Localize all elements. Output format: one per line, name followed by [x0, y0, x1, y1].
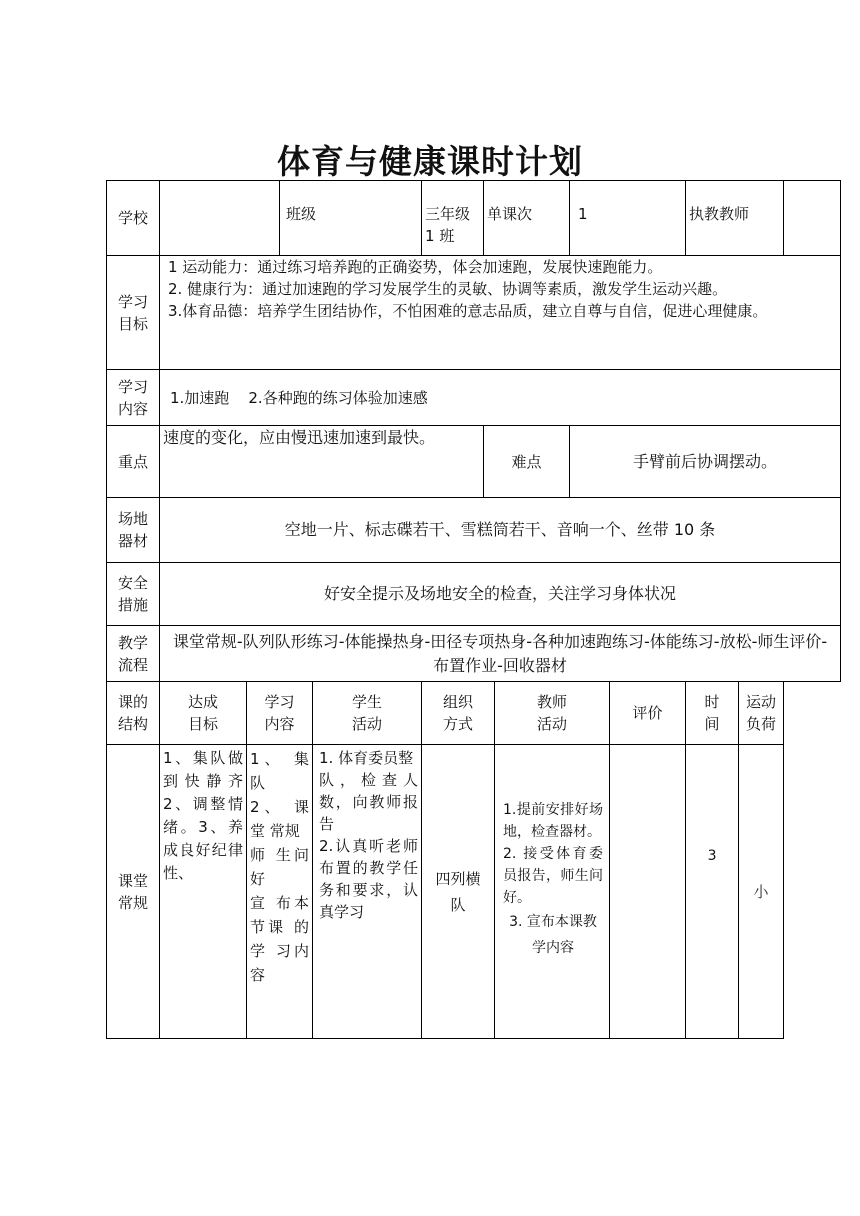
column-header-row: [107, 682, 841, 745]
header-organization: 组织 方式: [422, 682, 495, 745]
school-value: [160, 181, 280, 256]
objectives-label: 学习 目标: [107, 256, 160, 370]
process-label: 教学 流程: [107, 626, 160, 682]
class-value: 三年级 1 班: [422, 181, 484, 256]
teacher-value: [784, 181, 841, 256]
teacher-label: 执教教师: [686, 181, 784, 256]
teacher-activity-item: 2. 接受体育委员报告，师生问好。: [503, 846, 604, 906]
routine-time: 3: [686, 745, 739, 1039]
teacher-activity-item: 3. 宣布本课教学内容: [509, 914, 597, 956]
venue-row: [107, 498, 841, 563]
header-structure: 课的 结构: [107, 682, 160, 745]
page-title: 体育与健康课时计划: [277, 142, 583, 181]
header-evaluation: 评价: [610, 682, 686, 745]
content-value: 1.加速跑 2.各种跑的练习体验加速感: [160, 370, 841, 426]
objectives-row: [107, 256, 841, 370]
lesson-label: 单课次: [484, 181, 570, 256]
header-content: 学习 内容: [247, 682, 313, 745]
process-row: [107, 626, 841, 682]
content-row: [107, 370, 841, 426]
content-label: 学习 内容: [107, 370, 160, 426]
safety-label: 安全 措施: [107, 563, 160, 626]
class-label: 班级: [286, 205, 317, 223]
routine-load: 小: [739, 745, 784, 1039]
header-student: 学生 活动: [313, 682, 422, 745]
venue-value: 空地一片、标志碟若干、雪糕筒若干、音响一个、丝带 10 条: [160, 498, 841, 563]
header-teacher: 教师 活动: [495, 682, 610, 745]
routine-evaluation: [610, 745, 686, 1039]
header-load: 运动 负荷: [739, 682, 784, 745]
difficulty-label: 难点: [484, 426, 570, 498]
difficulty-value: 手臂前后协调摆动。: [570, 426, 841, 498]
routine-row: [107, 745, 841, 1039]
key-points-value: 速度的变化，应由慢迅速加速到最快。: [160, 426, 484, 498]
venue-label: 场地 器材: [107, 498, 160, 563]
teacher-activity-item: 1.提前安排好场地，检查器材。: [503, 802, 604, 840]
info-row: [107, 181, 841, 256]
objectives-list: [160, 256, 841, 370]
routine-student: 1. 体育委员整 队，检查人数，向教师报告 2.认真听老师布置的教学任务和要求，认真学习: [313, 745, 422, 1039]
school-label: 学校: [107, 181, 160, 256]
routine-goal: 1、集队做到快静齐2、调整情绪。3、养成良好纪律性、: [160, 745, 247, 1039]
routine-content: 1、 集队 2、 课堂 常规 师 生问好 宣 布本 节课 的学 习内容: [247, 745, 313, 1039]
key-points-label: 重点: [107, 426, 160, 498]
lesson-plan-table: [106, 180, 841, 1039]
header-goal: 达成 目标: [160, 682, 247, 745]
objective-item: 3.体育品德：培养学生团结协作，不怕困难的意志品质，建立自尊与自信，促进心理健康。: [168, 302, 768, 320]
objective-item: 2. 健康行为：通过加速跑的学习发展学生的灵敏、协调等素质，激发学生运动兴趣。: [168, 280, 728, 298]
safety-value: 好安全提示及场地安全的检查，关注学习身体状况: [160, 563, 841, 626]
process-value: 课堂常规-队列队形练习-体能操热身-田径专项热身-各种加速跑练习-体能练习-放松-师生评价-布置作业-回收器材: [160, 626, 841, 682]
routine-structure: 课堂 常规: [107, 745, 160, 1039]
objective-item: 1 运动能力：通过练习培养跑的正确姿势，体会加速跑，发展快速跑能力。: [168, 258, 663, 276]
header-time: 时 间: [686, 682, 739, 745]
safety-row: [107, 563, 841, 626]
routine-organization: 四列横 队: [422, 745, 495, 1039]
key-points-row: [107, 426, 841, 498]
routine-teacher: [495, 745, 610, 1039]
lesson-value: 1: [570, 181, 686, 256]
